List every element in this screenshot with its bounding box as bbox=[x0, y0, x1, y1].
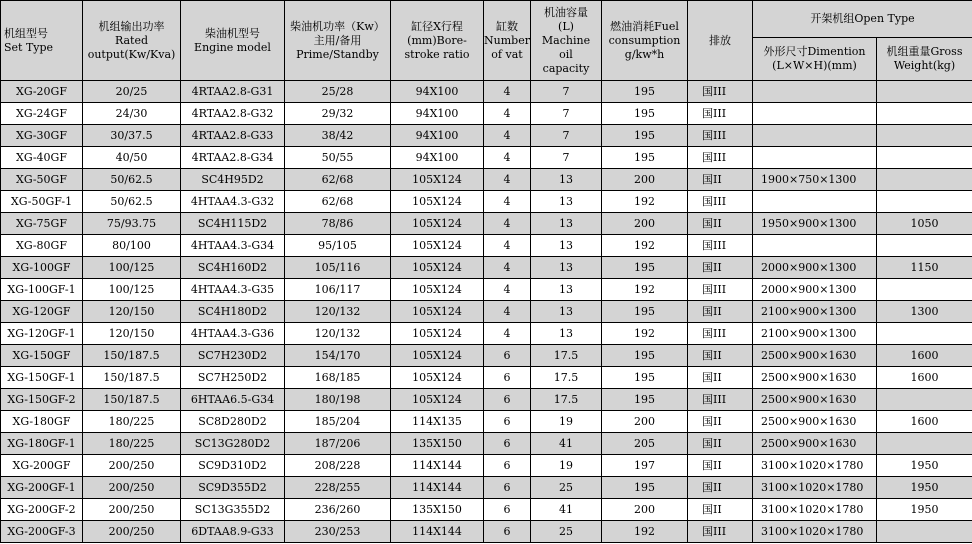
cell-cylinders: 4 bbox=[484, 147, 531, 169]
cell-engine-model: 4RTAA2.8-G31 bbox=[181, 81, 285, 103]
cell-dimension: 2500×900×1630 bbox=[753, 411, 877, 433]
cell-fuel-consumption: 200 bbox=[602, 411, 688, 433]
cell-emission: 国II bbox=[688, 301, 753, 323]
cell-fuel-consumption: 205 bbox=[602, 433, 688, 455]
cell-bore-stroke: 105X124 bbox=[391, 169, 484, 191]
cell-engine-model: SC8D280D2 bbox=[181, 411, 285, 433]
cell-fuel-consumption: 195 bbox=[602, 81, 688, 103]
cell-weight bbox=[877, 169, 972, 191]
cell-rated-output: 120/150 bbox=[83, 301, 181, 323]
cell-prime-standby: 78/86 bbox=[285, 213, 391, 235]
cell-engine-model: SC13G355D2 bbox=[181, 499, 285, 521]
cell-engine-model: 4HTAA4.3-G35 bbox=[181, 279, 285, 301]
cell-emission: 国III bbox=[688, 81, 753, 103]
cell-emission: 国III bbox=[688, 235, 753, 257]
cell-engine-model: 4HTAA4.3-G32 bbox=[181, 191, 285, 213]
cell-fuel-consumption: 195 bbox=[602, 389, 688, 411]
cell-fuel-consumption: 192 bbox=[602, 323, 688, 345]
header-weight: 机组重量Gross Weight(kg) bbox=[877, 38, 972, 81]
table-row bbox=[1, 367, 972, 389]
cell-weight: 1950 bbox=[877, 455, 972, 477]
cell-oil-capacity: 7 bbox=[531, 103, 602, 125]
cell-rated-output: 50/62.5 bbox=[83, 191, 181, 213]
cell-dimension: 2500×900×1630 bbox=[753, 367, 877, 389]
cell-weight bbox=[877, 191, 972, 213]
cell-prime-standby: 120/132 bbox=[285, 301, 391, 323]
header-fuel-consumption: 燃油消耗Fuel consumption g/kw*h bbox=[602, 1, 688, 81]
cell-rated-output: 40/50 bbox=[83, 147, 181, 169]
table-row bbox=[1, 411, 972, 433]
cell-rated-output: 100/125 bbox=[83, 279, 181, 301]
cell-set-type: XG-75GF bbox=[1, 213, 83, 235]
cell-fuel-consumption: 192 bbox=[602, 191, 688, 213]
table-row bbox=[1, 213, 972, 235]
cell-set-type: XG-40GF bbox=[1, 147, 83, 169]
cell-oil-capacity: 7 bbox=[531, 125, 602, 147]
cell-oil-capacity: 13 bbox=[531, 257, 602, 279]
cell-prime-standby: 29/32 bbox=[285, 103, 391, 125]
cell-set-type: XG-200GF-3 bbox=[1, 521, 83, 543]
cell-dimension bbox=[753, 191, 877, 213]
cell-prime-standby: 62/68 bbox=[285, 169, 391, 191]
cell-cylinders: 6 bbox=[484, 455, 531, 477]
cell-rated-output: 30/37.5 bbox=[83, 125, 181, 147]
cell-dimension: 1950×900×1300 bbox=[753, 213, 877, 235]
cell-cylinders: 6 bbox=[484, 521, 531, 543]
cell-oil-capacity: 25 bbox=[531, 521, 602, 543]
cell-engine-model: 4RTAA2.8-G34 bbox=[181, 147, 285, 169]
cell-prime-standby: 25/28 bbox=[285, 81, 391, 103]
cell-cylinders: 4 bbox=[484, 125, 531, 147]
cell-emission: 国III bbox=[688, 323, 753, 345]
table-row bbox=[1, 499, 972, 521]
cell-weight bbox=[877, 433, 972, 455]
cell-dimension: 2500×900×1630 bbox=[753, 389, 877, 411]
cell-set-type: XG-100GF bbox=[1, 257, 83, 279]
cell-set-type: XG-50GF bbox=[1, 169, 83, 191]
cell-oil-capacity: 13 bbox=[531, 191, 602, 213]
cell-cylinders: 4 bbox=[484, 169, 531, 191]
cell-weight: 1600 bbox=[877, 345, 972, 367]
cell-rated-output: 150/187.5 bbox=[83, 345, 181, 367]
header-engine-model: 柴油机型号 Engine model bbox=[181, 1, 285, 81]
cell-set-type: XG-150GF-1 bbox=[1, 367, 83, 389]
cell-prime-standby: 62/68 bbox=[285, 191, 391, 213]
cell-weight bbox=[877, 81, 972, 103]
cell-bore-stroke: 105X124 bbox=[391, 345, 484, 367]
cell-weight: 1950 bbox=[877, 499, 972, 521]
cell-dimension: 3100×1020×1780 bbox=[753, 477, 877, 499]
cell-cylinders: 6 bbox=[484, 367, 531, 389]
cell-emission: 国II bbox=[688, 345, 753, 367]
cell-cylinders: 4 bbox=[484, 213, 531, 235]
header-cylinders: 缸数 Number of vat bbox=[484, 1, 531, 81]
cell-emission: 国II bbox=[688, 455, 753, 477]
cell-fuel-consumption: 197 bbox=[602, 455, 688, 477]
cell-dimension: 3100×1020×1780 bbox=[753, 499, 877, 521]
cell-bore-stroke: 105X124 bbox=[391, 367, 484, 389]
cell-bore-stroke: 105X124 bbox=[391, 213, 484, 235]
cell-bore-stroke: 94X100 bbox=[391, 125, 484, 147]
cell-oil-capacity: 7 bbox=[531, 81, 602, 103]
cell-weight: 1950 bbox=[877, 477, 972, 499]
cell-rated-output: 200/250 bbox=[83, 499, 181, 521]
table-row bbox=[1, 279, 972, 301]
cell-emission: 国III bbox=[688, 191, 753, 213]
cell-dimension: 3100×1020×1780 bbox=[753, 455, 877, 477]
cell-set-type: XG-20GF bbox=[1, 81, 83, 103]
cell-rated-output: 200/250 bbox=[83, 521, 181, 543]
cell-prime-standby: 185/204 bbox=[285, 411, 391, 433]
cell-engine-model: 4RTAA2.8-G33 bbox=[181, 125, 285, 147]
cell-prime-standby: 50/55 bbox=[285, 147, 391, 169]
cell-fuel-consumption: 195 bbox=[602, 477, 688, 499]
cell-engine-model: SC13G280D2 bbox=[181, 433, 285, 455]
cell-weight bbox=[877, 323, 972, 345]
cell-bore-stroke: 114X135 bbox=[391, 411, 484, 433]
cell-prime-standby: 187/206 bbox=[285, 433, 391, 455]
table-row bbox=[1, 433, 972, 455]
cell-rated-output: 150/187.5 bbox=[83, 389, 181, 411]
cell-fuel-consumption: 192 bbox=[602, 279, 688, 301]
cell-engine-model: SC9D310D2 bbox=[181, 455, 285, 477]
cell-cylinders: 6 bbox=[484, 345, 531, 367]
cell-emission: 国III bbox=[688, 147, 753, 169]
cell-cylinders: 6 bbox=[484, 477, 531, 499]
cell-dimension: 2100×900×1300 bbox=[753, 301, 877, 323]
cell-weight bbox=[877, 389, 972, 411]
cell-emission: 国II bbox=[688, 411, 753, 433]
cell-set-type: XG-50GF-1 bbox=[1, 191, 83, 213]
header-prime-standby: 柴油机功率（Kw） 主用/备用 Prime/Standby bbox=[285, 1, 391, 81]
table-row bbox=[1, 257, 972, 279]
cell-engine-model: 4HTAA4.3-G36 bbox=[181, 323, 285, 345]
cell-prime-standby: 106/117 bbox=[285, 279, 391, 301]
cell-emission: 国II bbox=[688, 169, 753, 191]
header-dimension: 外形尺寸Dimention (L×W×H)(mm) bbox=[753, 38, 877, 81]
header-open-type: 开架机组Open Type bbox=[753, 1, 972, 38]
cell-oil-capacity: 7 bbox=[531, 147, 602, 169]
cell-emission: 国III bbox=[688, 125, 753, 147]
cell-emission: 国II bbox=[688, 257, 753, 279]
cell-dimension bbox=[753, 235, 877, 257]
cell-cylinders: 4 bbox=[484, 301, 531, 323]
cell-set-type: XG-120GF bbox=[1, 301, 83, 323]
table-row bbox=[1, 125, 972, 147]
cell-emission: 国II bbox=[688, 477, 753, 499]
cell-oil-capacity: 13 bbox=[531, 235, 602, 257]
table-body bbox=[1, 81, 972, 543]
cell-bore-stroke: 105X124 bbox=[391, 257, 484, 279]
cell-oil-capacity: 13 bbox=[531, 279, 602, 301]
cell-engine-model: 4RTAA2.8-G32 bbox=[181, 103, 285, 125]
cell-prime-standby: 105/116 bbox=[285, 257, 391, 279]
cell-cylinders: 6 bbox=[484, 411, 531, 433]
cell-fuel-consumption: 200 bbox=[602, 213, 688, 235]
table-row bbox=[1, 147, 972, 169]
cell-dimension bbox=[753, 103, 877, 125]
cell-prime-standby: 236/260 bbox=[285, 499, 391, 521]
cell-fuel-consumption: 200 bbox=[602, 169, 688, 191]
cell-bore-stroke: 105X124 bbox=[391, 279, 484, 301]
table-row bbox=[1, 169, 972, 191]
cell-fuel-consumption: 195 bbox=[602, 147, 688, 169]
cell-cylinders: 4 bbox=[484, 81, 531, 103]
cell-bore-stroke: 94X100 bbox=[391, 103, 484, 125]
cell-dimension bbox=[753, 125, 877, 147]
cell-prime-standby: 228/255 bbox=[285, 477, 391, 499]
cell-emission: 国III bbox=[688, 521, 753, 543]
cell-bore-stroke: 105X124 bbox=[391, 323, 484, 345]
cell-bore-stroke: 114X144 bbox=[391, 521, 484, 543]
cell-rated-output: 50/62.5 bbox=[83, 169, 181, 191]
cell-set-type: XG-100GF-1 bbox=[1, 279, 83, 301]
cell-dimension: 3100×1020×1780 bbox=[753, 521, 877, 543]
cell-weight: 1600 bbox=[877, 367, 972, 389]
cell-engine-model: SC7H230D2 bbox=[181, 345, 285, 367]
cell-cylinders: 4 bbox=[484, 279, 531, 301]
table-row bbox=[1, 191, 972, 213]
cell-fuel-consumption: 195 bbox=[602, 367, 688, 389]
cell-bore-stroke: 114X144 bbox=[391, 455, 484, 477]
cell-set-type: XG-200GF-2 bbox=[1, 499, 83, 521]
cell-fuel-consumption: 200 bbox=[602, 499, 688, 521]
cell-rated-output: 180/225 bbox=[83, 411, 181, 433]
table-row bbox=[1, 235, 972, 257]
cell-cylinders: 4 bbox=[484, 103, 531, 125]
cell-fuel-consumption: 195 bbox=[602, 125, 688, 147]
cell-prime-standby: 230/253 bbox=[285, 521, 391, 543]
cell-dimension: 2000×900×1300 bbox=[753, 279, 877, 301]
cell-dimension: 1900×750×1300 bbox=[753, 169, 877, 191]
cell-cylinders: 6 bbox=[484, 499, 531, 521]
cell-fuel-consumption: 195 bbox=[602, 103, 688, 125]
cell-oil-capacity: 25 bbox=[531, 477, 602, 499]
cell-emission: 国II bbox=[688, 433, 753, 455]
cell-bore-stroke: 135X150 bbox=[391, 499, 484, 521]
cell-cylinders: 4 bbox=[484, 323, 531, 345]
cell-prime-standby: 95/105 bbox=[285, 235, 391, 257]
cell-rated-output: 80/100 bbox=[83, 235, 181, 257]
cell-set-type: XG-24GF bbox=[1, 103, 83, 125]
cell-oil-capacity: 41 bbox=[531, 499, 602, 521]
cell-bore-stroke: 105X124 bbox=[391, 301, 484, 323]
cell-dimension bbox=[753, 147, 877, 169]
cell-oil-capacity: 13 bbox=[531, 301, 602, 323]
header-bore-stroke: 缸径X行程 (mm)Bore- stroke ratio bbox=[391, 1, 484, 81]
cell-fuel-consumption: 192 bbox=[602, 235, 688, 257]
cell-oil-capacity: 13 bbox=[531, 213, 602, 235]
cell-cylinders: 4 bbox=[484, 235, 531, 257]
cell-emission: 国III bbox=[688, 103, 753, 125]
cell-set-type: XG-200GF bbox=[1, 455, 83, 477]
cell-cylinders: 6 bbox=[484, 433, 531, 455]
cell-prime-standby: 208/228 bbox=[285, 455, 391, 477]
cell-rated-output: 200/250 bbox=[83, 477, 181, 499]
cell-emission: 国II bbox=[688, 367, 753, 389]
cell-emission: 国III bbox=[688, 389, 753, 411]
cell-bore-stroke: 94X100 bbox=[391, 81, 484, 103]
cell-dimension: 2000×900×1300 bbox=[753, 257, 877, 279]
cell-engine-model: SC4H95D2 bbox=[181, 169, 285, 191]
cell-prime-standby: 168/185 bbox=[285, 367, 391, 389]
cell-engine-model: 6DTAA8.9-G33 bbox=[181, 521, 285, 543]
cell-engine-model: 4HTAA4.3-G34 bbox=[181, 235, 285, 257]
header-set-type: 机组型号 Set Type bbox=[1, 1, 83, 81]
cell-bore-stroke: 94X100 bbox=[391, 147, 484, 169]
cell-oil-capacity: 19 bbox=[531, 411, 602, 433]
cell-set-type: XG-180GF bbox=[1, 411, 83, 433]
cell-weight bbox=[877, 147, 972, 169]
cell-weight bbox=[877, 521, 972, 543]
cell-rated-output: 150/187.5 bbox=[83, 367, 181, 389]
cell-oil-capacity: 19 bbox=[531, 455, 602, 477]
cell-weight: 1050 bbox=[877, 213, 972, 235]
cell-rated-output: 20/25 bbox=[83, 81, 181, 103]
cell-emission: 国II bbox=[688, 213, 753, 235]
cell-cylinders: 4 bbox=[484, 191, 531, 213]
cell-weight: 1600 bbox=[877, 411, 972, 433]
cell-cylinders: 4 bbox=[484, 257, 531, 279]
cell-set-type: XG-150GF-2 bbox=[1, 389, 83, 411]
cell-bore-stroke: 114X144 bbox=[391, 477, 484, 499]
cell-set-type: XG-180GF-1 bbox=[1, 433, 83, 455]
cell-weight bbox=[877, 103, 972, 125]
cell-oil-capacity: 17.5 bbox=[531, 389, 602, 411]
cell-dimension: 2500×900×1630 bbox=[753, 345, 877, 367]
cell-set-type: XG-120GF-1 bbox=[1, 323, 83, 345]
cell-engine-model: SC7H250D2 bbox=[181, 367, 285, 389]
cell-fuel-consumption: 192 bbox=[602, 521, 688, 543]
cell-prime-standby: 154/170 bbox=[285, 345, 391, 367]
table-row bbox=[1, 301, 972, 323]
cell-bore-stroke: 105X124 bbox=[391, 191, 484, 213]
cell-set-type: XG-80GF bbox=[1, 235, 83, 257]
cell-engine-model: SC4H160D2 bbox=[181, 257, 285, 279]
cell-rated-output: 180/225 bbox=[83, 433, 181, 455]
cell-set-type: XG-30GF bbox=[1, 125, 83, 147]
cell-prime-standby: 120/132 bbox=[285, 323, 391, 345]
cell-rated-output: 120/150 bbox=[83, 323, 181, 345]
cell-bore-stroke: 105X124 bbox=[391, 389, 484, 411]
table-row bbox=[1, 455, 972, 477]
header-oil-capacity: 机油容量 (L) Machine oil capacity bbox=[531, 1, 602, 81]
cell-fuel-consumption: 195 bbox=[602, 257, 688, 279]
cell-set-type: XG-150GF bbox=[1, 345, 83, 367]
cell-oil-capacity: 17.5 bbox=[531, 367, 602, 389]
cell-dimension bbox=[753, 81, 877, 103]
cell-dimension: 2500×900×1630 bbox=[753, 433, 877, 455]
header-emission: 排放 bbox=[688, 1, 753, 81]
cell-weight: 1300 bbox=[877, 301, 972, 323]
header-rated-output: 机组输出功率 Rated output(Kw/Kva) bbox=[83, 1, 181, 81]
cell-weight bbox=[877, 279, 972, 301]
cell-emission: 国III bbox=[688, 279, 753, 301]
cell-cylinders: 6 bbox=[484, 389, 531, 411]
cell-prime-standby: 38/42 bbox=[285, 125, 391, 147]
table-row bbox=[1, 323, 972, 345]
table-header bbox=[1, 1, 972, 81]
cell-weight bbox=[877, 235, 972, 257]
cell-oil-capacity: 41 bbox=[531, 433, 602, 455]
cell-rated-output: 200/250 bbox=[83, 455, 181, 477]
cell-fuel-consumption: 195 bbox=[602, 345, 688, 367]
cell-engine-model: SC4H180D2 bbox=[181, 301, 285, 323]
table-row bbox=[1, 81, 972, 103]
cell-oil-capacity: 17.5 bbox=[531, 345, 602, 367]
cell-oil-capacity: 13 bbox=[531, 169, 602, 191]
cell-set-type: XG-200GF-1 bbox=[1, 477, 83, 499]
cell-engine-model: SC9D355D2 bbox=[181, 477, 285, 499]
table-row bbox=[1, 389, 972, 411]
cell-emission: 国II bbox=[688, 499, 753, 521]
cell-fuel-consumption: 195 bbox=[602, 301, 688, 323]
cell-bore-stroke: 135X150 bbox=[391, 433, 484, 455]
cell-rated-output: 100/125 bbox=[83, 257, 181, 279]
table-row bbox=[1, 477, 972, 499]
cell-prime-standby: 180/198 bbox=[285, 389, 391, 411]
cell-weight bbox=[877, 125, 972, 147]
cell-engine-model: 6HTAA6.5-G34 bbox=[181, 389, 285, 411]
cell-dimension: 2100×900×1300 bbox=[753, 323, 877, 345]
cell-bore-stroke: 105X124 bbox=[391, 235, 484, 257]
cell-weight: 1150 bbox=[877, 257, 972, 279]
cell-rated-output: 75/93.75 bbox=[83, 213, 181, 235]
table-row bbox=[1, 345, 972, 367]
table-row bbox=[1, 521, 972, 543]
table-row bbox=[1, 103, 972, 125]
cell-oil-capacity: 13 bbox=[531, 323, 602, 345]
cell-rated-output: 24/30 bbox=[83, 103, 181, 125]
cell-engine-model: SC4H115D2 bbox=[181, 213, 285, 235]
